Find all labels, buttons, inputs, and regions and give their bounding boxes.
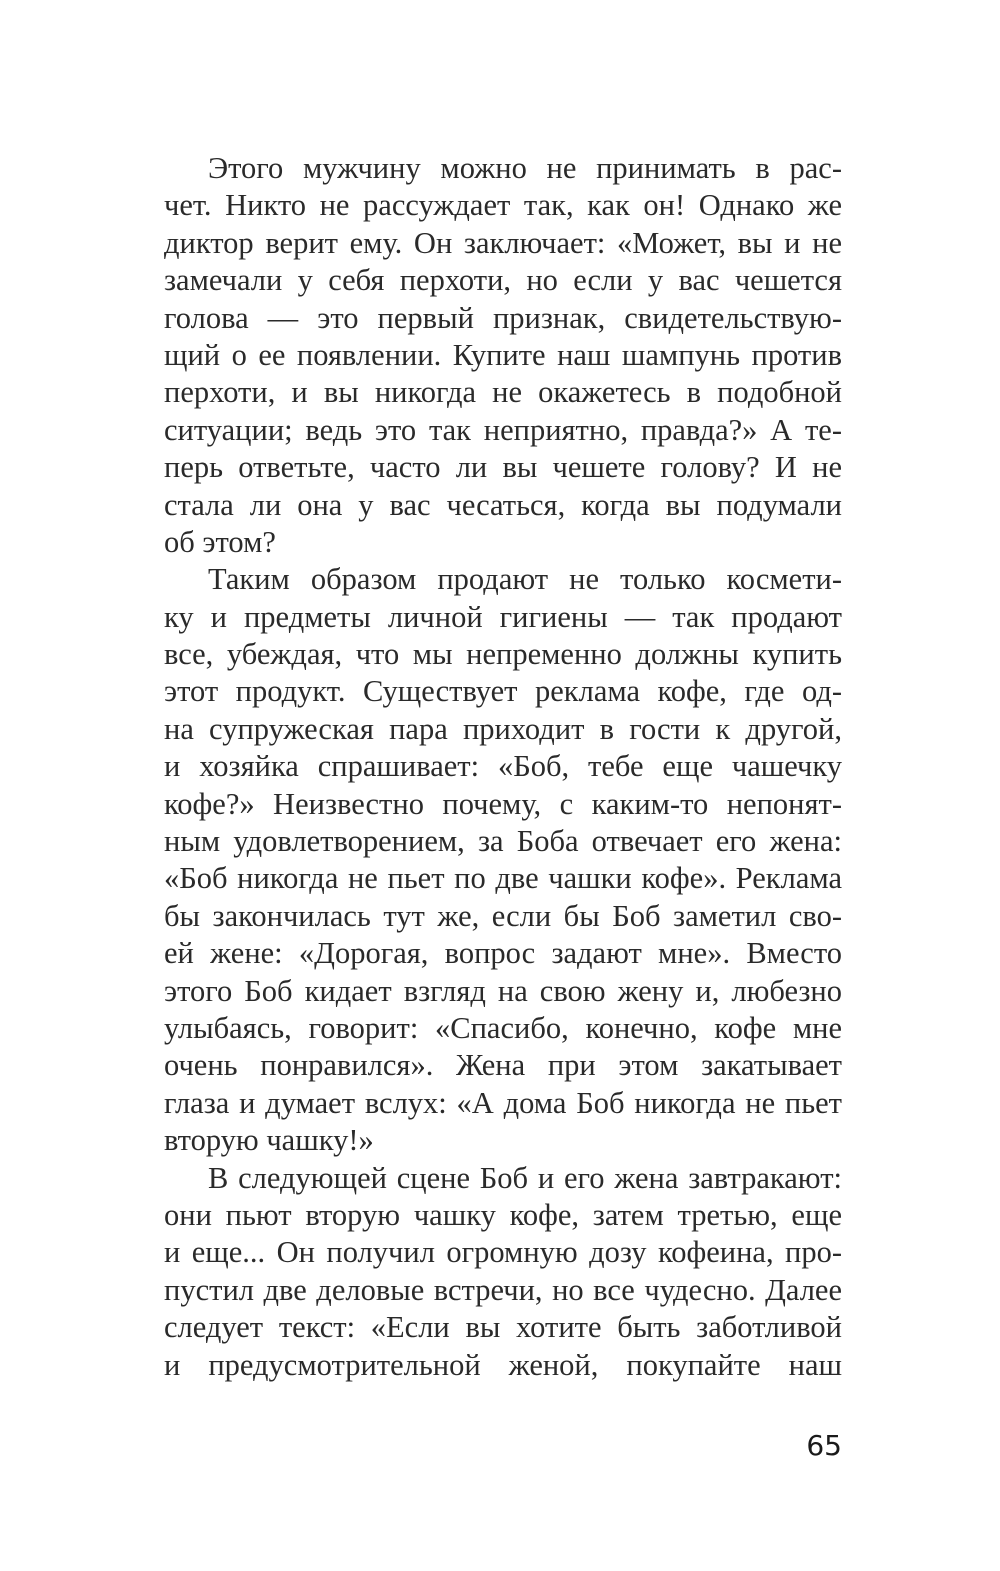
text-line: и хозяйка спрашивает: «Боб, тебе еще чашечку [164,749,842,784]
text-line: «Боб никогда не пьет по две чашки кофе». Реклама [164,861,842,896]
text-line: замечали у себя перхоти, но если у вас чешется [164,263,842,298]
text-line: ку и предметы личной гигиены — так продают [164,599,842,634]
text-line: стала ли она у вас чесаться, когда вы подумали [164,487,842,522]
text-line: Таким образом продают не только космети- [208,562,842,597]
text-line: пустил две деловые встречи, но все чудесно. Далее [164,1272,842,1307]
text-line: перь ответьте, часто ли вы чешете голову? И не [164,450,842,485]
text-line: вторую чашку!» [164,1123,374,1158]
text-line: очень понравился». Жена при этом закатывает [164,1048,842,1083]
text-line: чет. Никто не рассуждает так, как он! Однако же [164,188,842,223]
text-line: В следующей сцене Боб и его жена завтракают: [208,1160,842,1195]
text-line: об этом? [164,524,276,559]
page-number: 65 [806,1429,842,1462]
text-line: кофе?» Неизвестно почему, с каким-то непонят- [164,786,842,821]
text-line: Этого мужчину можно не принимать в рас- [208,151,842,185]
paragraph-1 [164,150,842,561]
text-line: улыбаясь, говорит: «Спасибо, конечно, кофе мне [164,1010,842,1045]
text-line: они пьют вторую чашку кофе, затем третью, еще [164,1197,842,1232]
text-line: диктор верит ему. Он заключает: «Может, вы и не [164,225,842,260]
text-line: на супружеская пара приходит в гости к другой, [164,711,842,746]
text-line: и еще... Он получил огромную дозу кофеина, про- [164,1235,842,1270]
paragraph-3 [164,1160,842,1384]
text-line: бы закончилась тут же, если бы Боб заметил сво- [164,898,842,933]
text-line: голова — это первый признак, свидетельствую- [164,300,842,335]
text-line: ситуации; ведь это так неприятно, правда?» А те- [164,412,842,447]
text-line: щий о ее появлении. Купите наш шампунь против [164,337,842,372]
paragraph-2 [164,561,842,1159]
text-line: глаза и думает вслух: «А дома Боб никогда не пьет [164,1085,842,1120]
body-text [164,150,842,1384]
text-line: ным удовлетворением, за Боба отвечает его жена: [164,824,842,859]
text-line: этого Боб кидает взгляд на свою жену и, любезно [164,973,842,1008]
text-line: перхоти, и вы никогда не окажетесь в подобной [164,375,842,410]
text-line: все, убеждая, что мы непременно должны купить [164,637,842,672]
text-line: следует текст: «Если вы хотите быть заботливой [164,1310,842,1345]
text-line: этот продукт. Существует реклама кофе, где од- [164,674,842,709]
text-line: ей жене: «Дорогая, вопрос задают мне». Вместо [164,936,842,971]
text-line: и предусмотрительной женой, покупайте наш [164,1347,842,1382]
